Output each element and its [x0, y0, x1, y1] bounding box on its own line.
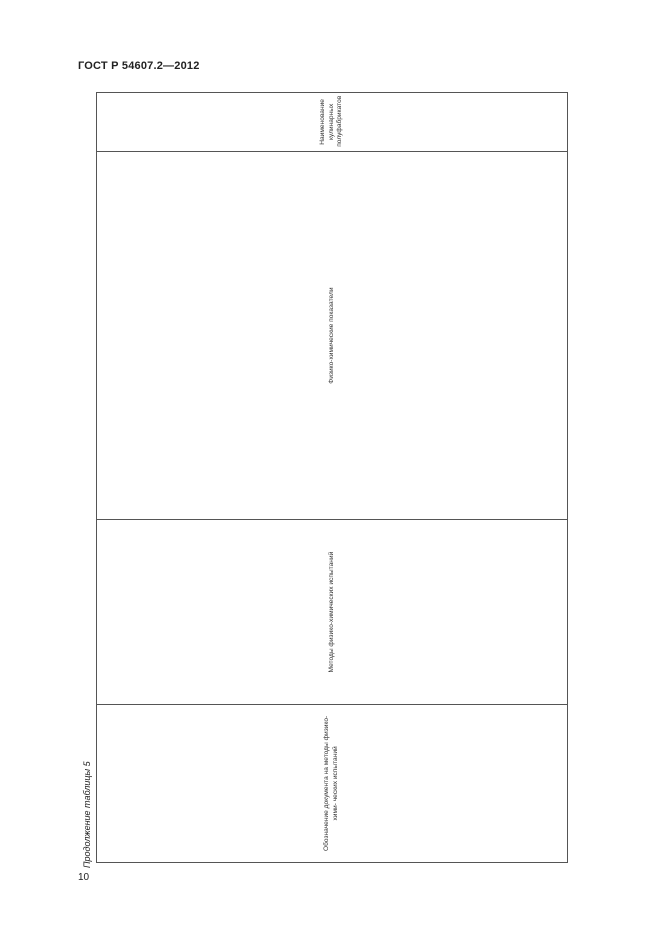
- table-header-row: [97, 93, 568, 863]
- column-header: Методы физико-химических испытаний: [97, 520, 568, 704]
- methods-table: [96, 92, 568, 863]
- column-header: Обозначение документа на методы физико-хими- ческих испытаний: [97, 704, 568, 862]
- page-number: 10: [78, 872, 90, 883]
- column-header: Физико-химические показатели: [97, 151, 568, 520]
- rotated-table-wrapper: [96, 92, 568, 863]
- table-continuation-label: Продолжение таблицы 5: [82, 761, 92, 868]
- column-header: Наименование кулинарных полуфабрикатов: [97, 93, 568, 152]
- document-code: ГОСТ Р 54607.2—2012: [78, 60, 200, 72]
